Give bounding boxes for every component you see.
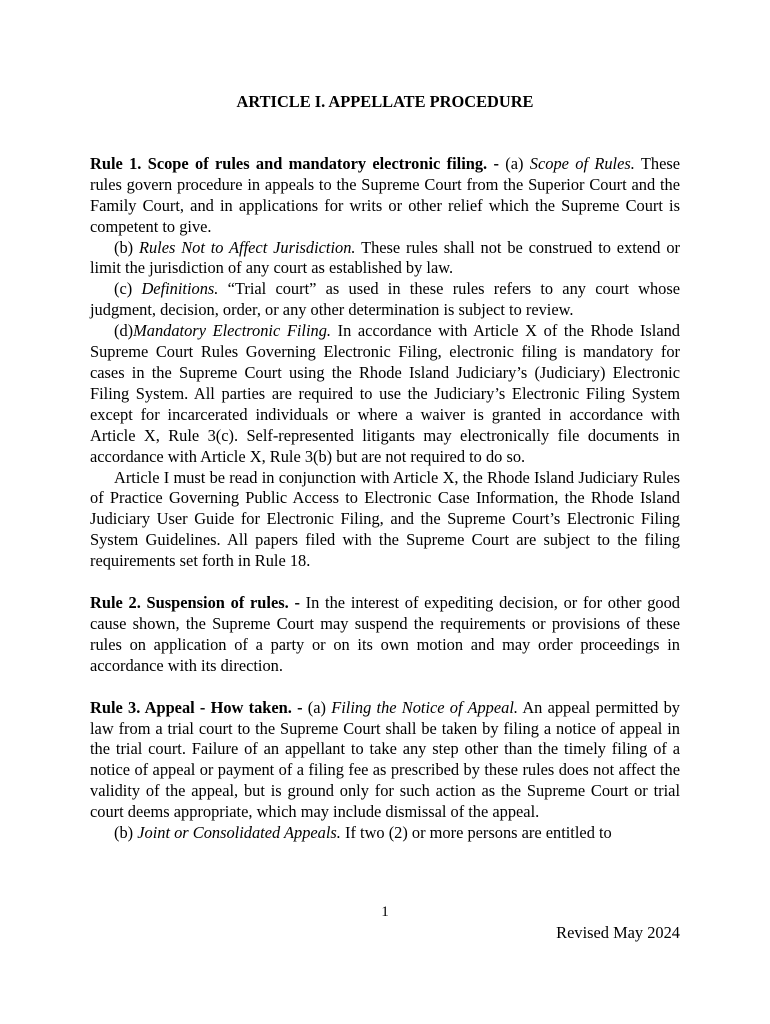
rule1-b-text: These rules shall not be construed to extend or limit the jurisdiction of any court as established by law. [90, 237, 680, 278]
rule3-a-text: An appeal permitted by law from a trial court to the Supreme Court shall be taken by filing a notice of appeal in the trial court. Failure of an appellant to take any step other than the timely filing of a notice of appeal or payment of a filing fee as prescribed by these rules does not affect the validity of the appeal, but is ground only for such action as the Supreme Court or trial court deems appropriate, which may include dismissal of the appeal. [90, 697, 680, 822]
revision-date: Revised May 2024 [556, 923, 680, 942]
rule2-paragraph [90, 593, 680, 677]
rule1-paragraph-c [90, 279, 680, 321]
rule1-b-title: Rules Not to Affect Jurisdiction. [138, 237, 356, 257]
rule3-b-label: (b) [114, 823, 134, 843]
rule1-paragraph-a [90, 154, 680, 238]
rule2-text: In the interest of expediting decision, or for other good cause shown, the Supreme Court may suspend the requirements or provisions of these rules on application of a party or on its own motion and may order proceedings in accordance with its direction. [90, 593, 680, 675]
rule1-paragraph-b [90, 238, 680, 280]
rule3-a-title: Filing the Notice of Appeal. [331, 697, 518, 717]
rule1-a-label: (a) [505, 153, 524, 173]
rule1-a-text: These rules govern procedure in appeals to the Supreme Court from the Superior Court and the Family Court, and in applications for writs or other relief which the Supreme Court is competent to give. [90, 153, 681, 236]
rule3-paragraph-b [90, 823, 680, 844]
rule1-d-title: Mandatory Electronic Filing. [133, 321, 332, 341]
rule1-a-title: Scope of Rules. [529, 153, 635, 173]
rule3-paragraph-a [90, 698, 680, 823]
rule1-article-note: Article I must be read in conjunction with Article X, the Rhode Island Judiciary Rules of Practice Governing Public Access to Electronic Case Information, the Rhode Island Judiciary User Guide for Electronic Filing, and the Supreme Court’s Electronic Filing System Guidelines. All papers filed with the Supreme Court are subject to the filing requirements set forth in Rule 18. [90, 467, 680, 571]
rule2-heading: Rule 2. Suspension of rules. - [90, 593, 300, 613]
page-number: 1 [381, 904, 389, 920]
rule1-d-text: In accordance with Article X of the Rhode Island Supreme Court Rules Governing Electronic Filing, electronic filing is mandatory for cases in the Supreme Court using the Rhode Island Judiciary’s (Judiciary) Electronic Filing System. All parties are required to use the Judiciary’s Electronic Filing System except for incarcerated individuals or where a waiver is granted in accordance with Article X, Rule 3(c). Self-represented litigants may electronically file documents in accordance with Article X, Rule 3(b) but are not required to do so. [90, 321, 680, 466]
rule3-b-title: Joint or Consolidated Appeals. [137, 823, 341, 843]
rule3-b-text: If two (2) or more persons are entitled to [345, 823, 612, 843]
rule1-c-label: (c) [114, 279, 133, 299]
rule1-c-text: “Trial court” as used in these rules refers to any court whose judgment, decision, order, or any other determination is subject to review. [90, 279, 681, 320]
rule1-c-title: Definitions. [141, 279, 219, 299]
rule1-paragraph-d [90, 321, 680, 467]
rule1-d-label: (d) [114, 321, 134, 341]
document-body [90, 92, 680, 844]
rule1-b-label: (b) [114, 237, 134, 257]
rule3-a-label: (a) [307, 697, 326, 717]
rule1-heading: Rule 1. Scope of rules and mandatory electronic filing. - [90, 153, 499, 173]
rule3-heading: Rule 3. Appeal - How taken. - [90, 697, 303, 717]
article-title: ARTICLE I. APPELLATE PROCEDURE [236, 92, 534, 111]
